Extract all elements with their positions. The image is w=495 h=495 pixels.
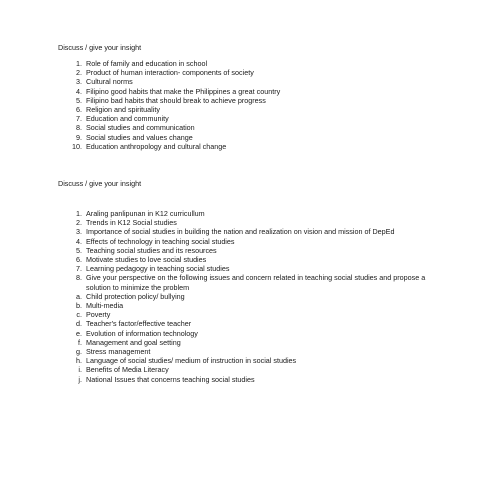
list-item: [58, 114, 448, 123]
list-item: [58, 319, 448, 328]
list-item-marker: e.: [76, 328, 82, 338]
list-item-marker: 9.: [76, 132, 82, 142]
list-item-text: Filipino good habits that make the Philippines a great country: [86, 86, 281, 96]
list-item: [58, 96, 448, 105]
list-item-text: Cultural norms: [86, 77, 133, 87]
list-item-text: Learning pedagogy in teaching social studies: [86, 264, 230, 274]
list-item: [58, 264, 448, 273]
list-item-marker: 5.: [76, 95, 82, 105]
list-item-text: Effects of technology in teaching social studies: [86, 236, 235, 246]
list-item: [58, 310, 448, 319]
list-item-text: Product of human interaction- components of society: [86, 68, 254, 78]
list-item: [58, 338, 448, 347]
list-item-text: Social studies and communication: [86, 123, 195, 133]
list-item-text: Give your perspective on the following issues and concern related in teaching social studies and propose a solution to minimize the problem: [86, 273, 426, 292]
list-item-marker: 2.: [76, 68, 82, 78]
list-item-marker: 4.: [76, 86, 82, 96]
list-item-text: National Issues that concerns teaching social studies: [86, 374, 255, 384]
section2-heading: Discuss / give your insight: [58, 179, 142, 188]
list-item-marker: 1.: [76, 59, 82, 68]
list-item-text: Social studies and values change: [86, 132, 193, 142]
list-item-marker: 6.: [76, 105, 82, 115]
list-item: [58, 365, 448, 374]
section1-heading: Discuss / give your insight: [58, 43, 142, 52]
list-item-marker: g.: [76, 347, 82, 357]
list-item-marker: 1.: [76, 209, 82, 218]
list-item: [58, 255, 448, 264]
list-item: [58, 142, 448, 151]
list-item-text: Stress management: [86, 347, 151, 357]
topic-list-1: [58, 59, 448, 151]
list-item-text: Role of family and education in school: [86, 59, 208, 68]
list-item-marker: b.: [76, 301, 82, 311]
list-item-text: Araling panlipunan in K12 curricullum: [86, 209, 205, 218]
list-item-marker: d.: [76, 319, 82, 329]
list-item-text: Trends in K12 Social studies: [86, 218, 177, 228]
list-item-marker: 4.: [76, 236, 82, 246]
list-item-text: Importance of social studies in building the nation and realization on vision and mission of DepEd: [86, 227, 395, 237]
list-item-text: Education and community: [86, 114, 169, 124]
list-item-marker: 8.: [76, 273, 82, 283]
list-item: [58, 375, 448, 384]
list-item: [58, 246, 448, 255]
list-item: [58, 292, 448, 301]
list-item-text: Benefits of Media Literacy: [86, 365, 169, 375]
list-item-text: Motivate studies to love social studies: [86, 255, 207, 265]
list-item-marker: 10.: [72, 141, 82, 151]
list-item-marker: 3.: [76, 227, 82, 237]
list-item-text: Evolution of information technology: [86, 328, 198, 338]
list-item-text: Language of social studies/ medium of instruction in social studies: [86, 356, 297, 366]
list-item: [58, 209, 448, 218]
list-item: [58, 301, 448, 310]
list-item-marker: i.: [78, 365, 82, 375]
list-item-marker: 8.: [76, 123, 82, 133]
list-item-text: Poverty: [86, 310, 111, 320]
list-item: [58, 123, 448, 132]
list-item-text: Child protection policy/ bullying: [86, 291, 185, 301]
list-item-marker: j.: [78, 374, 82, 384]
list-item-marker: a.: [76, 291, 82, 301]
list-item: [58, 237, 448, 246]
list-item: [58, 68, 448, 77]
list-item: [58, 227, 448, 236]
list-item-marker: 5.: [76, 245, 82, 255]
list-item-text: Education anthropology and cultural change: [86, 141, 227, 151]
list-item: [58, 347, 448, 356]
list-item: [58, 59, 448, 68]
list-item-text: Management and goal setting: [86, 337, 181, 347]
list-item-marker: c.: [76, 310, 82, 320]
list-item-text: Filipino bad habits that should break to achieve progress: [86, 95, 266, 105]
list-item: [58, 329, 448, 338]
list-item-marker: 7.: [76, 264, 82, 274]
list-item: [58, 87, 448, 96]
list-item-marker: 3.: [76, 77, 82, 87]
list-item-text: Multi-media: [86, 301, 124, 311]
topic-list-2: [58, 209, 448, 384]
list-item: [58, 105, 448, 114]
list-item: [58, 356, 448, 365]
list-item-marker: 2.: [76, 218, 82, 228]
list-item-marker: 6.: [76, 255, 82, 265]
list-item-marker: h.: [76, 356, 82, 366]
list-item: [58, 133, 448, 142]
list-item: [58, 77, 448, 86]
list-item: [58, 273, 448, 291]
list-item-text: Teacher's factor/effective teacher: [86, 319, 192, 329]
list-item-text: Teaching social studies and its resources: [86, 245, 217, 255]
list-item-marker: f.: [78, 337, 82, 347]
list-item-text: Religion and spirituality: [86, 105, 160, 115]
list-item: [58, 218, 448, 227]
list-item-marker: 7.: [76, 114, 82, 124]
